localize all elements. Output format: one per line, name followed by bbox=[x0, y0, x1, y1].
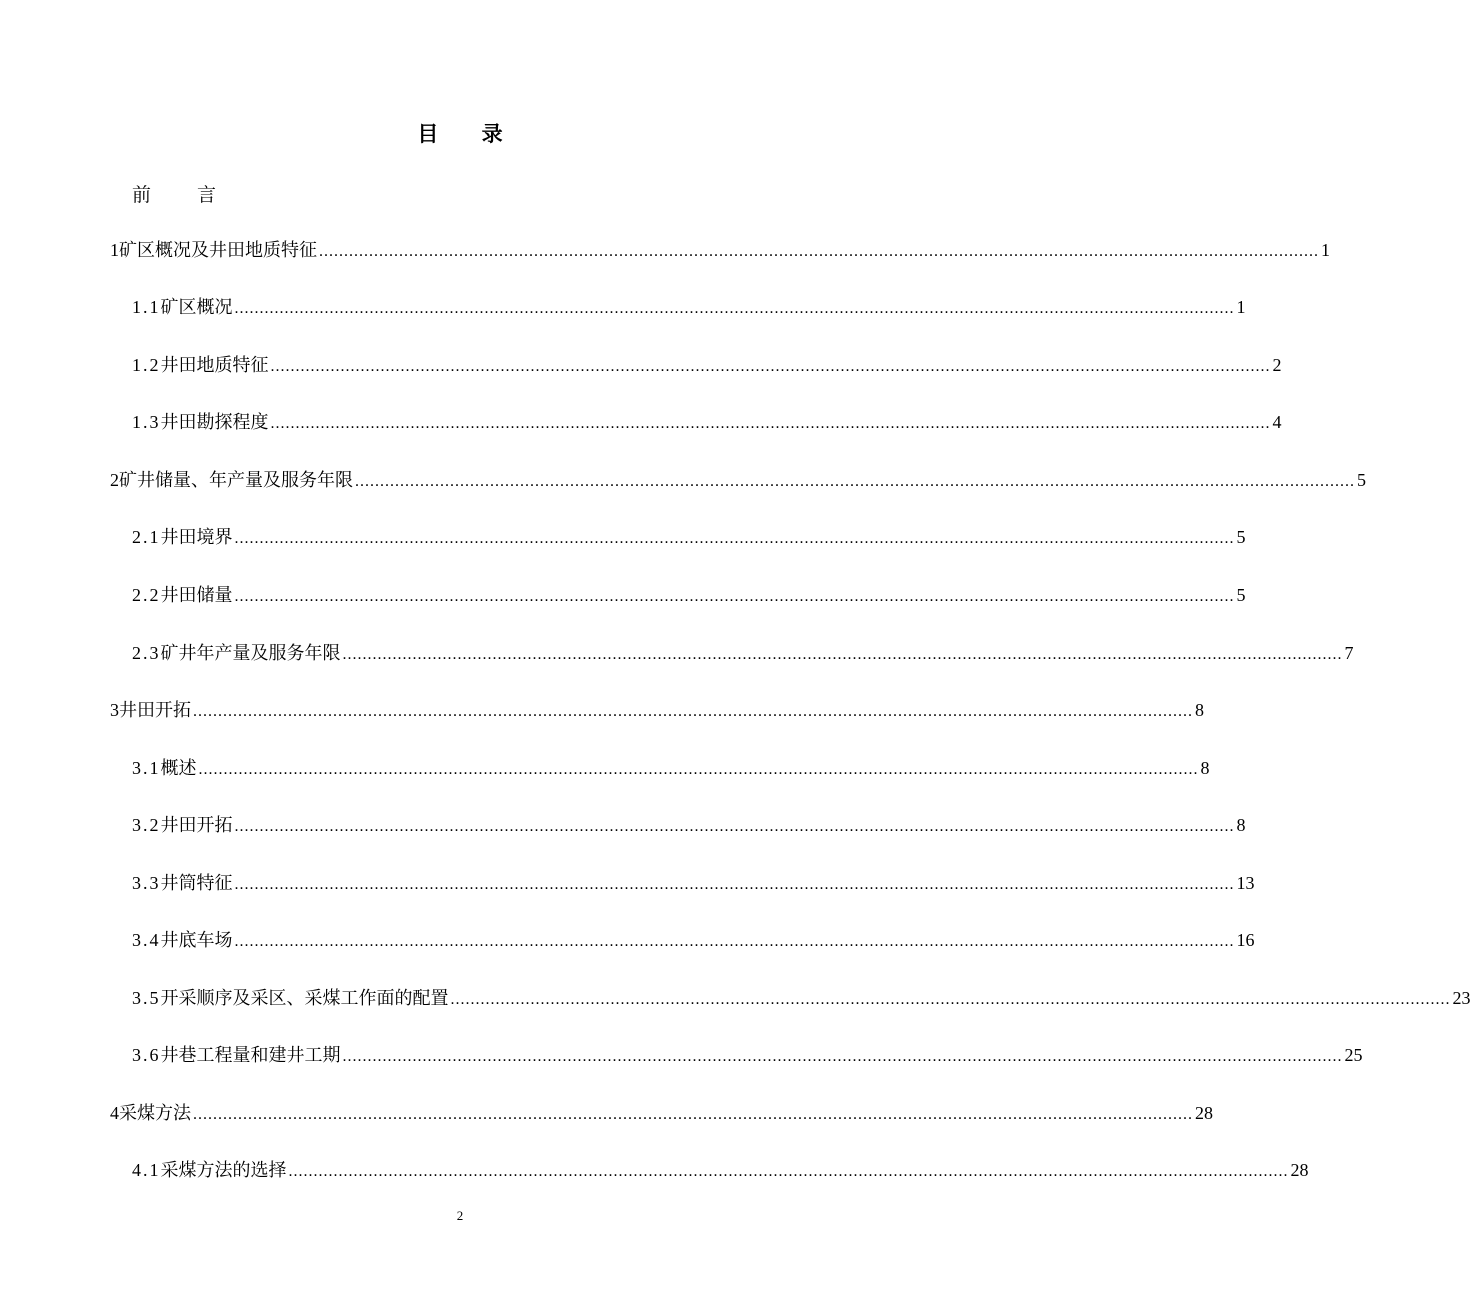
toc-entry-number: 4 bbox=[110, 1103, 119, 1123]
toc-leader-dots: ........................................................................................................................................................................................................ bbox=[319, 243, 1319, 260]
toc-entry[interactable] bbox=[132, 1040, 1363, 1070]
toc-entry-page: 4 bbox=[1272, 412, 1282, 432]
toc-entry-number: 1.2 bbox=[132, 355, 161, 375]
toc-entry[interactable] bbox=[110, 1098, 1213, 1128]
toc-entry-page: 5 bbox=[1236, 585, 1246, 605]
toc-entry-page: 1 bbox=[1236, 297, 1246, 317]
toc-entry[interactable] bbox=[132, 292, 1246, 322]
toc-entry-page: 2 bbox=[1272, 355, 1282, 375]
toc-entry-page: 23 bbox=[1452, 988, 1471, 1008]
toc-leader-dots: ........................................................................................................................................................................................................ bbox=[234, 876, 1235, 893]
toc-entry-number: 3.6 bbox=[132, 1045, 161, 1065]
toc-entry-label: 开采顺序及采区、采煤工作面的配置 bbox=[160, 988, 449, 1009]
toc-entry-page: 13 bbox=[1236, 873, 1255, 893]
toc-leader-dots: ........................................................................................................................................................................................................ bbox=[193, 703, 1193, 720]
toc-entry-number: 1.1 bbox=[132, 297, 161, 317]
toc-entry-number: 3.1 bbox=[132, 758, 161, 778]
toc-entry-label: 井田地质特征 bbox=[160, 355, 269, 376]
toc-entry-page: 1 bbox=[1321, 240, 1330, 260]
toc-entry[interactable] bbox=[132, 983, 1471, 1013]
toc-entry[interactable] bbox=[132, 638, 1354, 668]
toc-entry-page: 5 bbox=[1357, 470, 1366, 490]
toc-entry-label: 采煤方法 bbox=[119, 1103, 191, 1124]
toc-entry[interactable] bbox=[132, 925, 1255, 955]
toc-leader-dots: ........................................................................................................................................................................................................ bbox=[234, 818, 1235, 835]
toc-entry-label: 井田勘探程度 bbox=[160, 412, 269, 433]
toc-entry-number: 2.2 bbox=[132, 585, 161, 605]
toc-entry-page: 8 bbox=[1195, 700, 1204, 720]
toc-leader-dots: ........................................................................................................................................................................................................ bbox=[234, 933, 1235, 950]
toc-leader-dots: ........................................................................................................................................................................................................ bbox=[450, 991, 1451, 1008]
toc-entry-label: 井筒特征 bbox=[160, 873, 233, 894]
toc-entry-page: 8 bbox=[1236, 815, 1246, 835]
toc-entry[interactable] bbox=[110, 465, 1366, 495]
toc-leader-dots: ........................................................................................................................................................................................................ bbox=[342, 1048, 1343, 1065]
toc-entry-number: 2 bbox=[110, 470, 119, 490]
toc-entry-label: 矿区概况及井田地质特征 bbox=[119, 240, 317, 261]
toc-entry-number: 2.1 bbox=[132, 527, 161, 547]
toc-leader-dots: ........................................................................................................................................................................................................ bbox=[270, 415, 1271, 432]
toc-title: 目 录 bbox=[417, 121, 521, 146]
toc-entry-label: 井田开拓 bbox=[160, 815, 233, 836]
toc-leader-dots: ........................................................................................................................................................................................................ bbox=[234, 530, 1235, 547]
toc-leader-dots: ........................................................................................................................................................................................................ bbox=[342, 646, 1343, 663]
toc-entry-page: 7 bbox=[1344, 643, 1354, 663]
toc-preface: 前 言 bbox=[132, 184, 237, 206]
toc-entry-number: 3.5 bbox=[132, 988, 161, 1008]
toc-entry-page: 28 bbox=[1195, 1103, 1213, 1123]
toc-entry-label: 矿井年产量及服务年限 bbox=[160, 643, 341, 664]
toc-entry-number: 2.3 bbox=[132, 643, 161, 663]
toc-leader-dots: ........................................................................................................................................................................................................ bbox=[234, 588, 1235, 605]
toc-entry-label: 概述 bbox=[160, 758, 197, 779]
toc-leader-dots: ........................................................................................................................................................................................................ bbox=[234, 300, 1235, 317]
toc-entry-number: 3 bbox=[110, 700, 119, 720]
toc-entry-page: 8 bbox=[1200, 758, 1210, 778]
toc-entry-label: 井田储量 bbox=[160, 585, 233, 606]
toc-entry-number: 1.3 bbox=[132, 412, 161, 432]
toc-entry[interactable] bbox=[132, 580, 1246, 610]
toc-entry[interactable] bbox=[132, 350, 1282, 380]
toc-entry-number: 4.1 bbox=[132, 1160, 161, 1180]
page-number: 2 bbox=[456, 1208, 464, 1223]
toc-leader-dots: ........................................................................................................................................................................................................ bbox=[270, 358, 1271, 375]
toc-entry[interactable] bbox=[132, 868, 1255, 898]
toc-entry-label: 矿井储量、年产量及服务年限 bbox=[119, 470, 353, 491]
toc-leader-dots: ........................................................................................................................................................................................................ bbox=[193, 1106, 1193, 1123]
toc-entry-label: 矿区概况 bbox=[160, 297, 233, 318]
toc-entry-label: 井底车场 bbox=[160, 930, 233, 951]
toc-entry-label: 井田境界 bbox=[160, 527, 233, 548]
toc-leader-dots: ........................................................................................................................................................................................................ bbox=[355, 473, 1355, 490]
toc-entry-page: 28 bbox=[1290, 1160, 1309, 1180]
toc-entry-number: 3.3 bbox=[132, 873, 161, 893]
toc-entry-page: 16 bbox=[1236, 930, 1255, 950]
toc-entry[interactable] bbox=[132, 407, 1282, 437]
toc-entry[interactable] bbox=[132, 522, 1246, 552]
toc-leader-dots: ........................................................................................................................................................................................................ bbox=[288, 1163, 1289, 1180]
toc-entry-page: 25 bbox=[1344, 1045, 1363, 1065]
toc-entry-number: 3.2 bbox=[132, 815, 161, 835]
toc-entry[interactable] bbox=[110, 235, 1330, 265]
toc-entry-label: 井田开拓 bbox=[119, 700, 191, 721]
toc-entry-number: 3.4 bbox=[132, 930, 161, 950]
toc-entry[interactable] bbox=[132, 810, 1246, 840]
toc-entry-label: 井巷工程量和建井工期 bbox=[160, 1045, 341, 1066]
toc-entry[interactable] bbox=[110, 695, 1204, 725]
toc-leader-dots: ........................................................................................................................................................................................................ bbox=[198, 761, 1199, 778]
toc-entry-number: 1 bbox=[110, 240, 119, 260]
toc-entry[interactable] bbox=[132, 753, 1210, 783]
toc-entry-page: 5 bbox=[1236, 527, 1246, 547]
toc-entry-label: 采煤方法的选择 bbox=[160, 1160, 287, 1181]
toc-entry[interactable] bbox=[132, 1155, 1309, 1185]
